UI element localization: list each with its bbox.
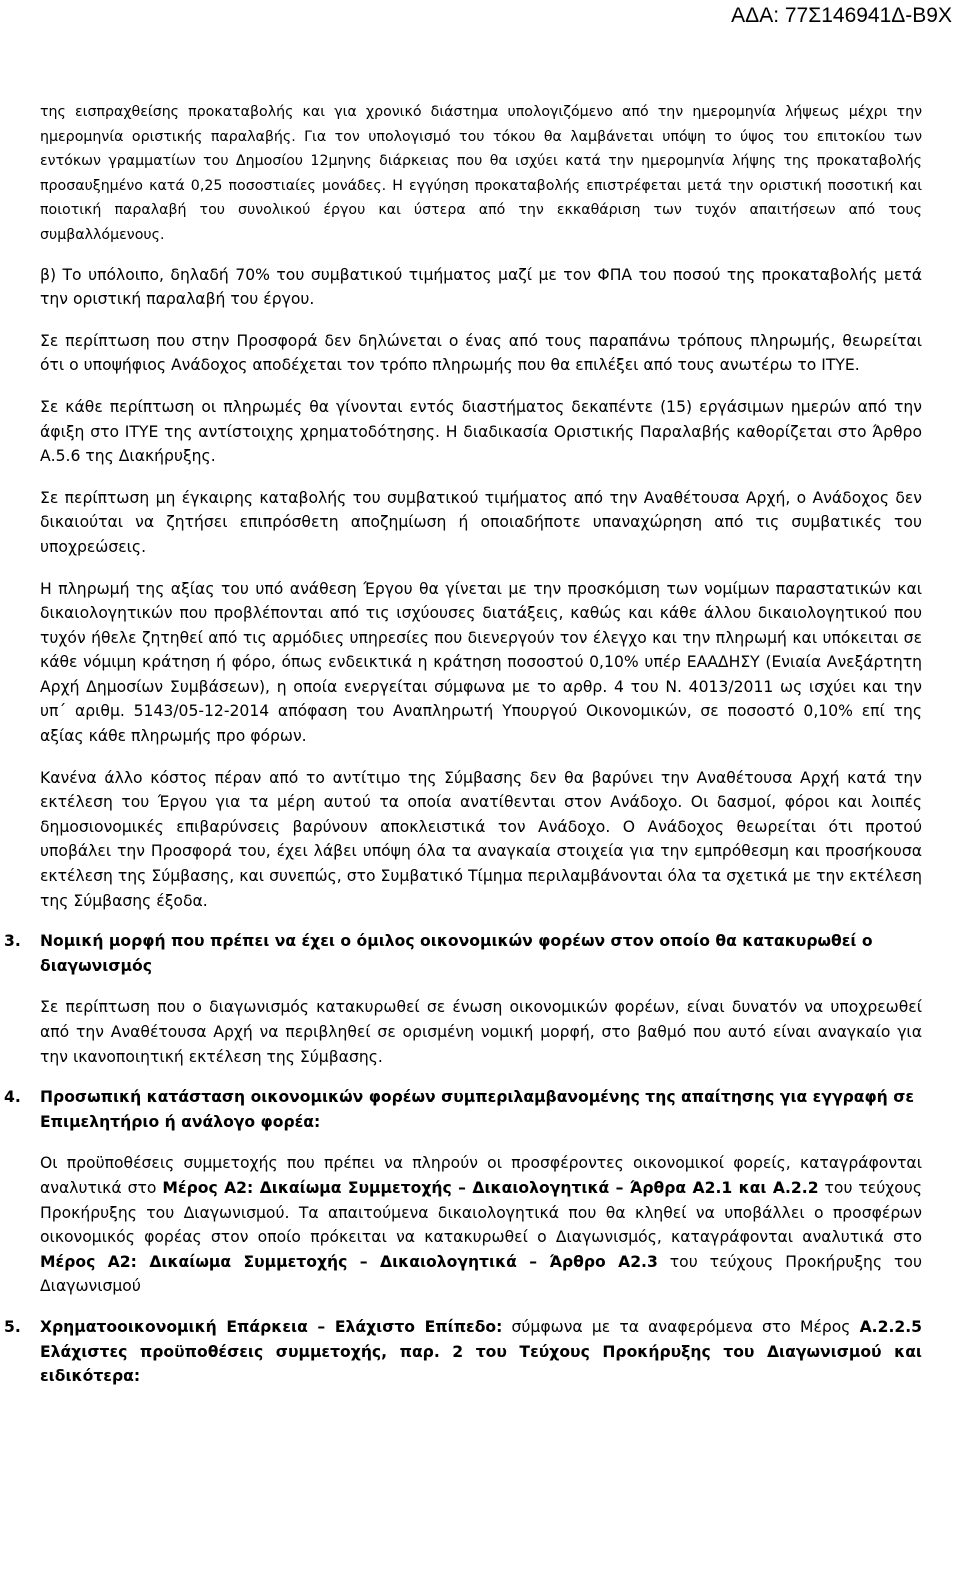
paragraph-late-payment: Σε περίπτωση μη έγκαιρης καταβολής του συμβατικού τιμήματος από την Αναθέτουσα Αρχή, ο Ανάδοχος δεν δικαιούται να ζητήσει επιπρόσθετη αποζημίωση ή οποιαδήποτε υπαναχώρηση από τις συμβατικές του υποχρεώσεις. bbox=[40, 488, 922, 556]
section-5-bold-2: Α.2.2.5 Ελάχιστες προϋποθέσεις συμμετοχής, παρ. 2 του Τεύχους Προκήρυξης του Διαγωνισμού και ειδικότερα: bbox=[40, 1317, 922, 1386]
section-3 bbox=[4, 929, 922, 1069]
document-body bbox=[4, 100, 922, 1389]
paragraph-payment-method-default: Σε περίπτωση που στην Προσφορά δεν δηλώνεται ο ένας από τους παραπάνω τρόπους πληρωμής, θεωρείται ότι ο υποψήφιος Ανάδοχος αποδέχεται τον τρόπο πληρωμής που θα επιλέξει από τους ανωτέρω το ΙΤΥΕ. bbox=[40, 331, 922, 375]
section-4-body-text-2: του τεύχους Προκήρυξης του Διαγωνισμού. Τα απαιτούμενα δικαιολογητικά που θα κληθεί να υποβάλλει ο προσφέρων οικονομικός φορέας στον οποίο πρόκειται να κατακυρωθεί ο Διαγωνισμός, καταγράφονται αναλυτικά στο bbox=[40, 1178, 922, 1247]
section-4-body-text-1: Οι προϋποθέσεις συμμετοχής που πρέπει να πληρούν οι προσφέροντες οικονομικοί φορείς, καταγράφονται αναλυτικά στο bbox=[40, 1154, 922, 1197]
section-5-text-1: σύμφωνα με τα αναφερόμενα στο Μέρος bbox=[502, 1317, 860, 1336]
section-4-body-text-3: του τεύχους Προκήρυξης του Διαγωνισμού bbox=[40, 1252, 922, 1296]
section-4-title: Προσωπική κατάσταση οικονομικών φορέων συμπεριλαμβανομένης της απαίτησης για εγγραφή σε Επιμελητήριο ή ανάλογο φορέα: bbox=[40, 1088, 915, 1131]
section-3-number: 3. bbox=[4, 932, 21, 951]
paragraph-other-costs: Κανένα άλλο κόστος πέραν από το αντίτιμο της Σύμβασης δεν θα βαρύνει την Αναθέτουσα Αρχή κατά την εκτέλεση του Έργου για τα μέρη αυτού τα οποία ανατίθενται στον Ανάδοχο. Οι δασμοί, φόροι και λοιπές δημοσιονομικές επιβαρύνσεις βαρύνουν αποκλειστικά τον Ανάδοχο. Ο Ανάδοχος θεωρείται ότι προτού υποβάλει την Προσφορά του, έχει λάβει υπόψη όλα τα αναγκαία στοιχεία για την εμπρόθεσμη και προσήκουσα εκτέλεση της Σύμβασης, και συνεπώς, στο Συμβατικό Τίμημα περιλαμβάνονται όλα τα σχετικά με την εκτέλεση της Σύμβασης έξοδα. bbox=[40, 768, 922, 910]
section-5-body bbox=[40, 1315, 922, 1389]
paragraph-payment-deadline: Σε κάθε περίπτωση οι πληρωμές θα γίνονται εντός διαστήματος δεκαπέντε (15) εργάσιμων ημερών από την άφιξη στο ΙΤΥΕ της αντίστοιχης χρηματοδότησης. Η διαδικασία Οριστικής Παραλαβής καθορίζεται στο Άρθρο Α.5.6 της Διακήρυξης. bbox=[40, 397, 922, 466]
section-5-number: 5. bbox=[4, 1317, 21, 1336]
section-3-title: Νομική μορφή που πρέπει να έχει ο όμιλος οικονομικών φορέων στον οποίο θα κατακυρωθεί ο διαγωνισμός bbox=[40, 932, 873, 975]
section-5 bbox=[4, 1315, 922, 1389]
section-3-body: Σε περίπτωση που ο διαγωνισμός κατακυρωθεί σε ένωση οικονομικών φορέων, είναι δυνατόν να υποχρεωθεί από την Αναθέτουσα Αρχή να περιβληθεί σε ορισμένη νομική μορφή, στο βαθμό που αυτό είναι αναγκαίο για την ικανοποιητική εκτέλεση της Σύμβασης. bbox=[40, 998, 922, 1066]
paragraph-remaining-payment: β) Το υπόλοιπο, δηλαδή 70% του συμβατικού τιμήματος μαζί με τον ΦΠΑ του ποσού της προκαταβολής μετά την οριστική παραλαβή του έργου. bbox=[40, 265, 922, 309]
paragraph-advance-payment-interest: της εισπραχθείσης προκαταβολής και για χρονικό διάστημα υπολογιζόμενο από την ημερομηνία λήψεως μέχρι την ημερομηνία οριστικής παραλαβής. Για τον υπολογισμό του τόκου θα λαμβάνεται υπόψη το ύψος του επιτοκίου των εντόκων γραμματίων του Δημοσίου 12μηνης διάρκειας που θα ισχύει κατά την ημερομηνία λήψης της προκαταβολής προσαυξημένο κατά 0,25 ποσοστιαίες μονάδες. Η εγγύηση προκαταβολής επιστρέφεται μετά την οριστική ποσοτική και ποιοτική παραλαβή του συνολικού έργου και ύστερα από την εκκαθάριση των τυχόν απαιτήσεων από τους συμβαλλόμενους. bbox=[40, 104, 922, 243]
section-4-body bbox=[40, 1151, 922, 1299]
paragraph-payment-documents: Η πληρωμή της αξίας του υπό ανάθεση Έργου θα γίνεται με την προσκόμιση των νομίμων παραστατικών και δικαιολογητικών που προβλέπονται από τις ισχύουσες διατάξεις, καθώς και κάθε άλλου δικαιολογητικού που τυχόν ήθελε ζητηθεί από τις αρμόδιες υπηρεσίες που διενεργούν τον έλεγχο και την πληρωμή και υπόκειται σε κάθε νόμιμη κράτηση ή φόρο, όπως ενδεικτικά η κράτηση ποσοστού 0,10% υπέρ ΕΑΑΔΗΣΥ (Ενιαία Ανεξάρτητη Αρχή Δημοσίων Συμβάσεων), η οποία ενεργείται σύμφωνα με το αρθρ. 4 του Ν. 4013/2011 ως ισχύει και την υπ΄ αριθμ. 5143/05-12-2014 απόφαση του Αναπληρωτή Υπουργού Οικονομικών, σε ποσοστό 0,10% επί της αξίας κάθε πληρωμής προ φόρων. bbox=[40, 579, 922, 746]
ada-code: ΑΔΑ: 77Σ146941Δ-Β9Χ bbox=[731, 4, 952, 27]
section-4 bbox=[4, 1085, 922, 1299]
section-5-title: Χρηματοοικονομική Επάρκεια – Ελάχιστο Επίπεδο: bbox=[40, 1317, 503, 1336]
section-4-body-bold-2: Μέρος Α2: Δικαίωμα Συμμετοχής – Δικαιολογητικά – Άρθρο Α2.3 bbox=[40, 1252, 658, 1271]
section-4-number: 4. bbox=[4, 1088, 21, 1107]
section-4-body-bold-1: Μέρος Α2: Δικαίωμα Συμμετοχής – Δικαιολογητικά – Άρθρα Α2.1 και Α.2.2 bbox=[162, 1178, 819, 1197]
